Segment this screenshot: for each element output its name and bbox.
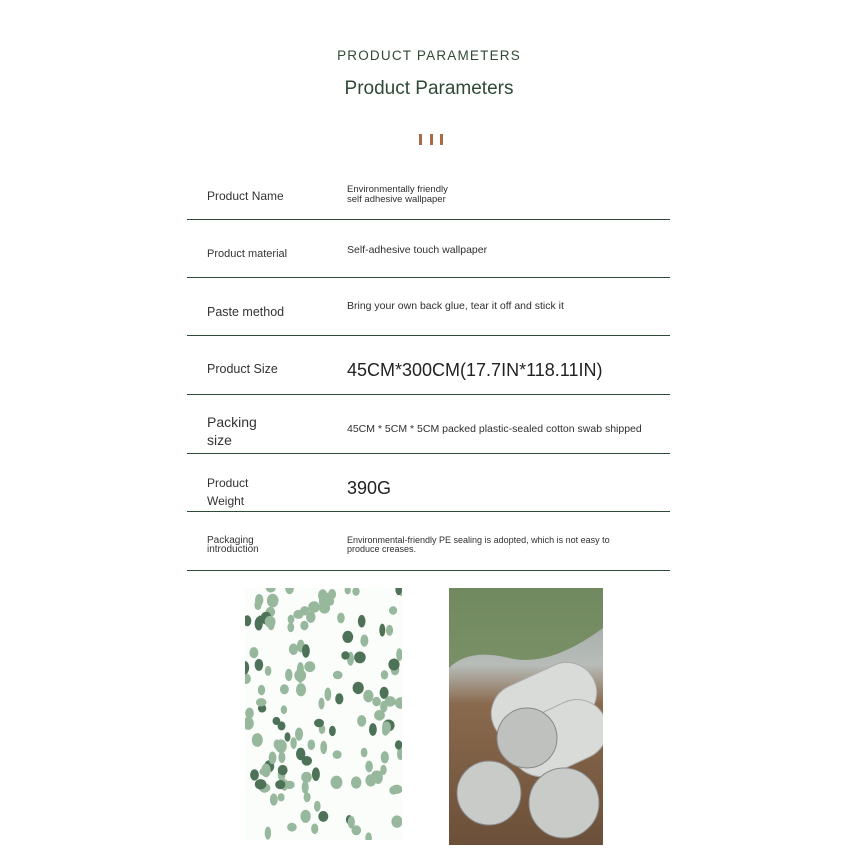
leaf-shape xyxy=(245,708,254,719)
leaf-shape xyxy=(293,610,303,619)
leaf-shape xyxy=(296,748,305,761)
leaf-shape xyxy=(301,810,311,823)
leaf-shape xyxy=(274,739,281,749)
leaf-shape xyxy=(301,772,312,783)
leaf-shape xyxy=(357,715,366,727)
leaf-shape xyxy=(389,606,397,614)
parameters-table xyxy=(187,162,670,571)
leaf-shape xyxy=(278,765,288,775)
leaf-shape xyxy=(333,671,343,680)
leaf-shape xyxy=(290,737,296,749)
section-subtitle: PRODUCT PARAMETERS xyxy=(337,48,521,63)
leaf-shape xyxy=(314,719,324,728)
leaf-shape xyxy=(250,769,259,780)
table-row xyxy=(187,336,670,395)
leaf-shape xyxy=(304,792,311,802)
leaf-shape xyxy=(363,690,373,703)
param-value: Self-adhesive touch wallpaper xyxy=(347,244,488,256)
leaf-shape xyxy=(396,648,402,661)
rolled-wallpaper-photo xyxy=(449,588,603,845)
leaf-shape xyxy=(391,785,402,794)
leaf-shape xyxy=(256,698,267,706)
wallpaper-rolls-icon xyxy=(449,588,603,845)
leaf-shape xyxy=(245,661,249,674)
leaf-shape xyxy=(275,780,285,789)
leaf-shape xyxy=(337,613,345,624)
table-row xyxy=(187,454,670,512)
param-label: Product Name xyxy=(207,189,284,203)
leaf-shape xyxy=(245,673,251,684)
leaf-shape xyxy=(374,710,385,721)
leaf-shape xyxy=(319,698,325,710)
leaf-shape xyxy=(381,751,389,763)
leaf-shape xyxy=(314,801,321,812)
leaf-shape xyxy=(267,594,279,608)
leaf-shape xyxy=(306,611,315,623)
param-value: 390G xyxy=(347,478,392,498)
leaf-shape xyxy=(379,624,385,637)
table-row xyxy=(187,162,670,220)
leaf-shape xyxy=(385,696,396,707)
leaf-shape xyxy=(285,588,294,594)
leaf-shape xyxy=(258,685,265,695)
leaf-shape xyxy=(365,761,373,773)
leaf-shape xyxy=(354,652,366,664)
leaf-shape xyxy=(381,670,388,679)
leaf-shape xyxy=(395,697,402,709)
leaf-shape xyxy=(285,669,292,681)
leaf-shape xyxy=(348,816,355,829)
leaf-shape xyxy=(308,601,320,612)
param-value: 45CM*300CM(17.7IN*118.11IN) xyxy=(347,360,603,380)
leaf-shape xyxy=(397,748,402,760)
leaf-shape xyxy=(342,631,353,643)
leaf-shape xyxy=(318,589,327,601)
eucalyptus-leaf-pattern-icon xyxy=(245,588,402,840)
page-title: Product Parameters xyxy=(344,78,514,99)
table-row xyxy=(187,512,670,571)
leaf-shape xyxy=(372,697,381,707)
leaf-shape xyxy=(278,793,285,801)
leaf-shape xyxy=(308,740,316,751)
leaf-shape xyxy=(365,832,372,840)
leaf-shape xyxy=(288,615,295,624)
leaf-shape xyxy=(261,764,271,778)
param-value: Environmental-friendly PE sealing is adopted, which is not easy to produce creases. xyxy=(347,535,610,554)
leaf-shape xyxy=(302,781,309,794)
leaf-shape xyxy=(391,815,402,827)
leaf-shape xyxy=(351,776,361,788)
table-row xyxy=(187,278,670,336)
leaf-shape xyxy=(269,752,277,765)
leaf-shape xyxy=(329,726,336,736)
leaf-shape xyxy=(365,774,376,786)
leaf-shape xyxy=(312,767,320,781)
leaf-shape xyxy=(245,615,251,626)
leaf-shape xyxy=(280,684,289,694)
leaf-shape xyxy=(296,683,306,696)
leaf-shape xyxy=(287,823,297,832)
leaf-shape xyxy=(302,644,310,658)
param-label: Packing size xyxy=(207,414,257,448)
param-label: Product Weight xyxy=(207,476,249,508)
param-label: Product Size xyxy=(207,362,278,376)
leaf-shape xyxy=(252,733,263,747)
leaf-shape xyxy=(266,588,276,593)
leaf-shape xyxy=(304,661,315,672)
leaf-shape xyxy=(325,688,332,701)
leaf-shape xyxy=(273,717,281,725)
leaf-shape xyxy=(360,635,368,647)
leaf-shape xyxy=(300,621,308,631)
leaf-shape xyxy=(254,600,261,610)
leaf-shape xyxy=(281,705,287,714)
param-value: Environmentally friendly self adhesive wallpaper xyxy=(347,184,448,205)
leaf-shape xyxy=(331,776,343,789)
leaf-shape xyxy=(345,588,351,594)
leaf-shape xyxy=(295,728,303,741)
leaf-shape xyxy=(255,779,267,789)
param-label: Packaging introduction xyxy=(207,535,259,555)
leaf-shape xyxy=(249,647,258,658)
leaf-shape xyxy=(353,682,364,694)
wallpaper-pattern-image xyxy=(245,588,402,840)
table-row xyxy=(187,220,670,278)
leaf-shape xyxy=(358,615,366,628)
leaf-shape xyxy=(318,811,328,822)
table-row xyxy=(187,395,670,454)
leaf-shape xyxy=(255,659,264,671)
leaf-shape xyxy=(265,616,276,628)
leaf-shape xyxy=(245,717,254,730)
param-value: Bring your own back glue, tear it off and stick it xyxy=(347,300,564,312)
leaf-shape xyxy=(341,651,349,659)
leaf-shape xyxy=(311,824,318,835)
param-label: Product material xyxy=(207,248,288,260)
leaf-shape xyxy=(320,741,327,754)
leaf-shape xyxy=(265,666,272,676)
param-label: Paste method xyxy=(207,305,285,319)
leaf-shape xyxy=(386,625,393,636)
param-value: 45CM * 5CM * 5CM packed plastic-sealed cotton swab shipped xyxy=(347,423,642,435)
leaf-shape xyxy=(278,752,285,763)
leaf-shape xyxy=(382,721,391,734)
decorative-divider-icon xyxy=(419,134,443,145)
leaf-shape xyxy=(265,827,271,840)
leaf-shape xyxy=(289,644,298,655)
leaf-shape xyxy=(335,693,343,704)
leaf-shape xyxy=(352,588,359,596)
leaf-shape xyxy=(294,669,306,682)
leaf-shape xyxy=(285,732,291,741)
leaf-shape xyxy=(395,740,402,749)
leaf-shape xyxy=(333,750,342,759)
leaf-shape xyxy=(369,723,377,736)
leaf-shape xyxy=(287,622,294,632)
leaf-shape xyxy=(361,748,368,757)
leaf-shape xyxy=(270,794,278,806)
